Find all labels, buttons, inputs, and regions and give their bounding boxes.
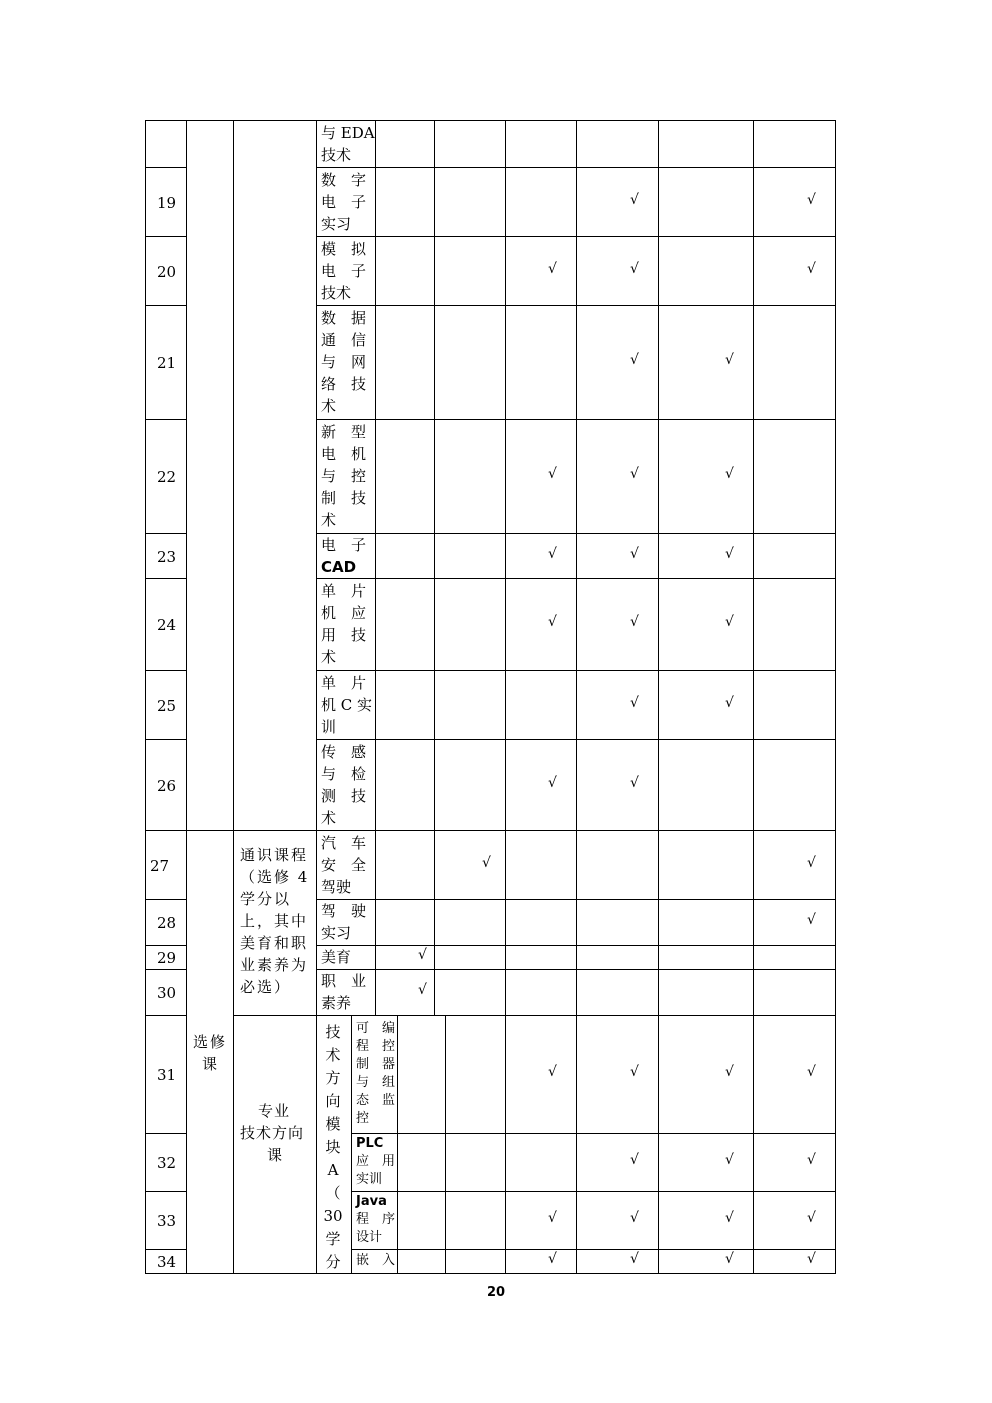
check-cell-c4: [576, 1191, 659, 1250]
check-cell-c4: [576, 670, 659, 740]
check-cell-c4: [576, 419, 659, 534]
check-cell-c5: [658, 899, 754, 946]
check-mark: √: [725, 1210, 734, 1226]
check-cell-c3: [505, 1191, 577, 1250]
check-mark: √: [807, 1152, 816, 1168]
check-mark: √: [630, 694, 639, 711]
general-course-note-line: 学分以: [240, 890, 292, 908]
module-label-char: 方: [325, 1069, 341, 1087]
course-name-line: PLC: [356, 1136, 384, 1151]
check-mark: √: [630, 352, 639, 368]
check-cell-c2: [434, 419, 506, 534]
check-cell-c4: [576, 120, 659, 168]
general-course-note-line: 通识课程: [240, 846, 309, 864]
check-mark: √: [548, 1064, 557, 1080]
check-cell-c2: [434, 739, 506, 831]
course-name-line: 与 组: [356, 1075, 396, 1090]
check-mark: √: [725, 545, 734, 562]
row-number-cell: [145, 120, 187, 168]
check-cell-c3: [505, 945, 577, 970]
check-cell-c4: [576, 533, 659, 579]
check-mark: √: [548, 260, 557, 277]
course-name-line: 机 应: [321, 604, 367, 622]
course-name-line: 实习: [321, 924, 352, 942]
check-mark: √: [630, 260, 639, 277]
check-cell-c6: [753, 830, 836, 900]
course-name-line: 单 片: [321, 582, 367, 600]
check-mark: √: [807, 1251, 816, 1267]
check-cell-c3: [505, 1133, 577, 1192]
check-cell-c6: [753, 1015, 836, 1134]
course-name-line: 设计: [356, 1230, 383, 1245]
check-cell-c3: [505, 533, 577, 579]
check-cell-c1: [375, 419, 435, 534]
check-cell-c5: [658, 1015, 754, 1134]
course-name-line: 技术: [321, 145, 352, 164]
check-cell-c6: [753, 1191, 836, 1250]
professional-course-label-line: 专业: [258, 1102, 291, 1120]
check-cell-c6: [753, 578, 836, 671]
check-cell-c6: [753, 419, 836, 534]
category-cell-upper: [186, 120, 234, 831]
check-cell-c5: [658, 167, 754, 237]
check-cell-c4: [576, 739, 659, 831]
professional-course-label-line: 课: [267, 1146, 284, 1164]
check-mark: √: [418, 982, 427, 998]
course-name-line: 安 全: [321, 855, 367, 874]
check-mark: √: [482, 854, 491, 871]
check-cell-c4: [576, 578, 659, 671]
check-cell-c1: [375, 830, 435, 900]
check-cell-c3: [505, 830, 577, 900]
course-name-line: 汽 车: [321, 833, 367, 852]
check-mark: √: [807, 912, 816, 928]
course-name-line: 数 字: [321, 170, 367, 189]
check-cell-c1: [375, 305, 435, 420]
check-cell-c6: [753, 670, 836, 740]
module-label-char: 术: [325, 1046, 341, 1064]
check-cell-c1: [397, 1133, 446, 1192]
check-cell-c2: [434, 578, 506, 671]
course-name-line: 驾驶: [321, 877, 352, 896]
module-label-char: 学: [325, 1230, 341, 1248]
check-mark: √: [630, 191, 639, 208]
course-name-line: 机 C 实: [321, 695, 373, 714]
course-name-line: 与 EDA: [321, 123, 375, 142]
check-cell-c3: [505, 670, 577, 740]
course-name-line: 数 据: [321, 309, 367, 327]
check-cell-c6: [753, 1133, 836, 1192]
check-mark: √: [630, 466, 639, 482]
check-cell-c4: [576, 945, 659, 970]
check-mark: √: [548, 466, 557, 482]
course-name-line: 技术: [321, 283, 352, 302]
check-mark: √: [725, 1064, 734, 1080]
check-cell-c5: [658, 1249, 754, 1274]
check-cell-c1: [375, 533, 435, 579]
check-mark: √: [725, 466, 734, 482]
check-cell-c6: [753, 1249, 836, 1274]
check-cell-c4: [576, 1133, 659, 1192]
check-cell-c2: [434, 236, 506, 306]
check-cell-c5: [658, 1191, 754, 1250]
check-cell-c1: [375, 899, 435, 946]
course-name-line: 术: [321, 511, 337, 529]
course-name-line: 术: [321, 648, 337, 666]
course-name-line: 与 网: [321, 353, 367, 371]
course-name-line: 与 控: [321, 467, 367, 485]
check-mark: √: [807, 1064, 816, 1080]
module-label-char: A: [327, 1161, 339, 1179]
professional-course-label-line: 技术方向: [240, 1124, 305, 1142]
check-cell-c6: [753, 969, 836, 1016]
general-course-note-line: 必选）: [240, 978, 292, 996]
course-name-line: 态 监: [356, 1093, 396, 1108]
course-name-line: 单 片: [321, 673, 367, 692]
check-mark: √: [548, 1210, 557, 1226]
row-number: 28: [157, 914, 177, 932]
course-name-line: 通 信: [321, 331, 367, 349]
check-cell-c6: [753, 305, 836, 420]
check-cell-c4: [576, 1249, 659, 1274]
check-cell-c5: [658, 236, 754, 306]
check-cell-c6: [753, 120, 836, 168]
course-name-line: 术: [321, 808, 337, 827]
module-label-char: 技: [325, 1023, 341, 1041]
check-mark: √: [548, 774, 557, 791]
check-cell-c4: [576, 969, 659, 1016]
check-cell-c2: [434, 945, 506, 970]
check-cell-c1: [397, 1015, 446, 1134]
check-cell-c3: [505, 578, 577, 671]
course-name-line: 新 型: [321, 423, 367, 441]
course-name-line: 用 技: [321, 626, 367, 644]
check-cell-c2: [445, 1133, 506, 1192]
check-cell-c5: [658, 969, 754, 1016]
check-cell-c3: [505, 305, 577, 420]
check-mark: √: [807, 260, 816, 277]
check-cell-c4: [576, 305, 659, 420]
course-name-line: CAD: [321, 557, 357, 576]
general-course-note-line: （选修 4: [240, 868, 310, 886]
check-cell-c3: [505, 1015, 577, 1134]
row-number: 31: [157, 1066, 177, 1084]
check-mark: √: [725, 352, 734, 368]
check-cell-c2: [445, 1015, 506, 1134]
course-name-line: 电 子: [321, 261, 367, 280]
course-name-line: 实训: [356, 1172, 383, 1187]
check-cell-c1: [375, 167, 435, 237]
course-name-line: 制 技: [321, 489, 367, 507]
course-name-line: 控: [356, 1111, 370, 1126]
elective-label-char: 修: [210, 1033, 226, 1051]
check-cell-c5: [658, 533, 754, 579]
module-label-char: 向: [325, 1092, 341, 1110]
check-mark: √: [630, 1210, 639, 1226]
course-name-line: Java: [356, 1194, 387, 1209]
course-name-line: 制 器: [356, 1057, 396, 1072]
check-cell-c3: [505, 120, 577, 168]
course-name-line: 测 技: [321, 786, 367, 805]
course-name-line: 训: [321, 717, 337, 736]
general-course-note-line: 美育和职: [240, 934, 309, 952]
check-cell-c6: [753, 739, 836, 831]
check-mark: √: [548, 545, 557, 562]
row-number: 22: [157, 468, 177, 486]
check-mark: √: [725, 614, 734, 630]
check-mark: √: [548, 1251, 557, 1267]
check-cell-c4: [576, 899, 659, 946]
course-name-line: 美育: [321, 948, 352, 966]
check-cell-c4: [576, 236, 659, 306]
course-name-line: 实习: [321, 214, 352, 233]
check-mark: √: [725, 1152, 734, 1168]
check-cell-c5: [658, 830, 754, 900]
check-mark: √: [725, 1251, 734, 1267]
row-number: 24: [157, 616, 177, 634]
check-cell-c3: [505, 739, 577, 831]
row-number: 20: [157, 262, 177, 281]
row-number: 25: [157, 696, 177, 715]
check-cell-c2: [434, 167, 506, 237]
elective-label-char: 选: [193, 1033, 209, 1051]
check-mark: √: [630, 545, 639, 562]
elective-label-char: 课: [202, 1055, 218, 1073]
course-name-line: 驾 驶: [321, 902, 367, 920]
row-number: 19: [157, 193, 177, 212]
check-cell-c5: [658, 419, 754, 534]
course-name-line: 应 用: [356, 1154, 396, 1169]
check-cell-c5: [658, 739, 754, 831]
check-cell-c4: [576, 167, 659, 237]
course-name-line: 与 检: [321, 764, 367, 783]
course-name-line: 电 机: [321, 445, 367, 463]
course-name-line: 素养: [321, 994, 352, 1012]
row-number: 34: [157, 1253, 177, 1271]
row-number: 21: [157, 354, 177, 372]
check-mark: √: [807, 854, 816, 871]
course-name-line: 程 控: [356, 1039, 396, 1054]
subcategory-cell-upper: [233, 120, 317, 831]
check-cell-c1: [397, 1191, 446, 1250]
course-name-line: 可 编: [356, 1021, 396, 1036]
module-label-char: 分: [325, 1253, 341, 1271]
check-cell-c3: [505, 1249, 577, 1274]
course-name-line: 电 子: [321, 192, 367, 211]
check-cell-c2: [434, 533, 506, 579]
check-cell-c5: [658, 305, 754, 420]
check-cell-c1: [375, 236, 435, 306]
check-cell-c1: [375, 120, 435, 168]
row-number: 32: [157, 1154, 177, 1172]
course-name-line: 术: [321, 397, 337, 415]
row-number: 29: [157, 949, 177, 967]
module-label-char: 模: [325, 1115, 341, 1133]
check-cell-c3: [505, 899, 577, 946]
course-name-line: 嵌 入: [356, 1253, 396, 1268]
module-label-char: （: [325, 1184, 341, 1202]
check-cell-c1: [375, 739, 435, 831]
check-cell-c1: [397, 1249, 446, 1274]
check-cell-c2: [434, 830, 506, 900]
check-cell-c2: [434, 969, 506, 1016]
row-number: 27: [150, 856, 170, 875]
check-mark: √: [630, 1064, 639, 1080]
check-cell-c5: [658, 578, 754, 671]
check-cell-c2: [434, 120, 506, 168]
check-mark: √: [630, 1152, 639, 1168]
check-cell-c5: [658, 945, 754, 970]
check-cell-c2: [434, 305, 506, 420]
check-cell-c6: [753, 167, 836, 237]
check-cell-c3: [505, 969, 577, 1016]
check-cell-c2: [434, 670, 506, 740]
check-mark: √: [630, 774, 639, 791]
module-label-char: 块: [325, 1138, 341, 1156]
check-mark: √: [548, 614, 557, 630]
check-mark: √: [630, 614, 639, 630]
check-mark: √: [630, 1251, 639, 1267]
course-name-line: 电 子: [321, 535, 367, 554]
check-cell-c1: [375, 578, 435, 671]
check-mark: √: [418, 947, 427, 963]
module-label-char: 30: [323, 1207, 343, 1225]
row-number: 26: [157, 776, 177, 795]
check-cell-c3: [505, 236, 577, 306]
course-name-line: 职 业: [321, 972, 367, 990]
course-name-line: 模 拟: [321, 239, 367, 258]
check-cell-c4: [576, 1015, 659, 1134]
course-name-line: 传 感: [321, 742, 367, 761]
row-number: 23: [157, 547, 177, 566]
check-cell-c6: [753, 533, 836, 579]
check-cell-c5: [658, 1133, 754, 1192]
check-mark: √: [807, 191, 816, 208]
course-name-line: 络 技: [321, 375, 367, 393]
check-cell-c6: [753, 236, 836, 306]
check-cell-c6: [753, 899, 836, 946]
check-cell-c6: [753, 945, 836, 970]
row-number: 33: [157, 1212, 177, 1230]
check-cell-c5: [658, 670, 754, 740]
check-cell-c4: [576, 830, 659, 900]
general-course-note-line: 上，其中: [240, 912, 309, 930]
check-cell-c2: [434, 899, 506, 946]
check-mark: √: [807, 1210, 816, 1226]
check-cell-c2: [445, 1191, 506, 1250]
course-name-line: 程 序: [356, 1212, 396, 1227]
check-cell-c1: [375, 670, 435, 740]
check-cell-c2: [445, 1249, 506, 1274]
general-course-note-line: 业素养为: [240, 956, 309, 974]
check-cell-c3: [505, 419, 577, 534]
check-cell-c5: [658, 120, 754, 168]
row-number: 30: [157, 984, 177, 1002]
page-number: 20: [486, 1285, 506, 1300]
check-mark: √: [725, 694, 734, 711]
check-cell-c3: [505, 167, 577, 237]
